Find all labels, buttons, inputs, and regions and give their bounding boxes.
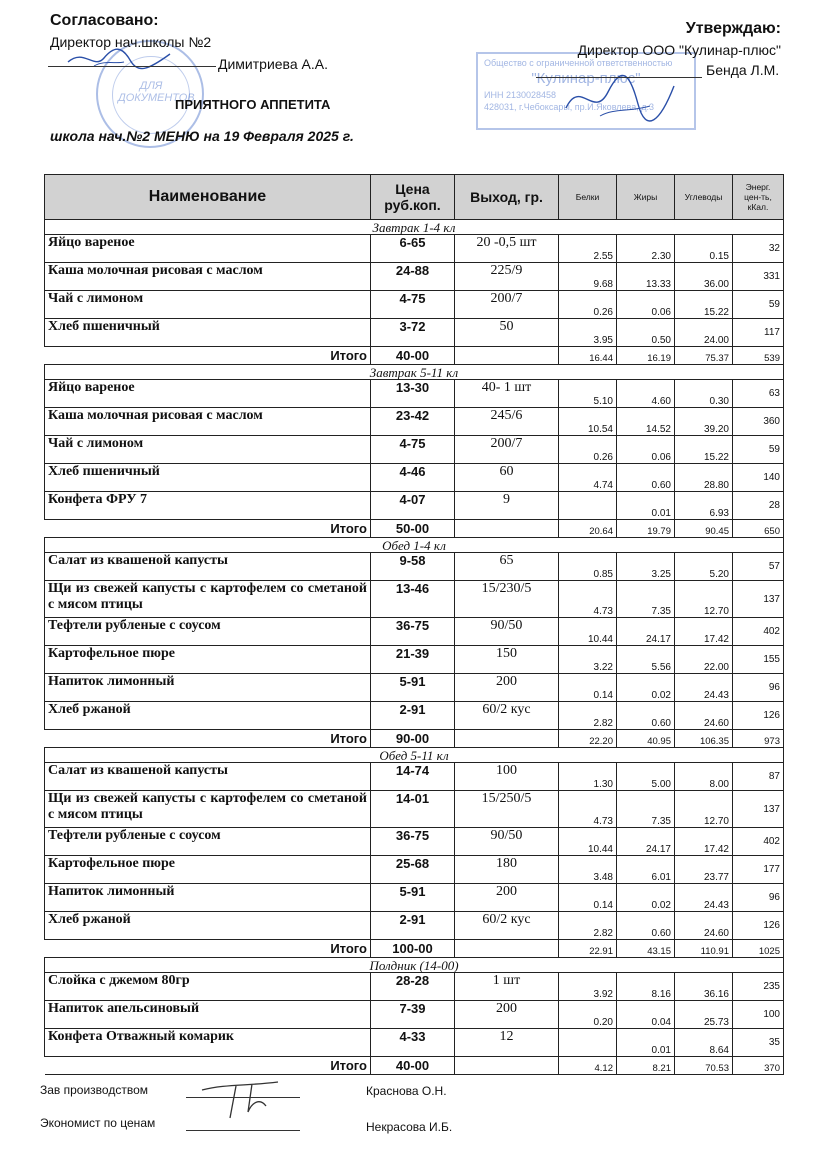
table-row [45, 492, 784, 520]
dish-fat: 0.60 [617, 702, 675, 730]
dish-price: 23-42 [371, 408, 455, 436]
dish-protein [559, 1029, 617, 1057]
dish-yield: 60/2 кус [455, 912, 559, 940]
dish-protein: 4.74 [559, 464, 617, 492]
section-row [45, 220, 784, 235]
total-row [45, 940, 784, 958]
table-row [45, 1029, 784, 1057]
signature-line-left [48, 66, 216, 67]
dish-kcal: 59 [733, 291, 784, 319]
dish-carbs: 39.20 [675, 408, 733, 436]
menu-table [44, 174, 784, 1075]
total-fat: 43.15 [617, 940, 675, 958]
dish-protein: 3.48 [559, 856, 617, 884]
dish-carbs: 23.77 [675, 856, 733, 884]
table-row [45, 263, 784, 291]
dish-name: Хлеб ржаной [45, 702, 371, 730]
total-label: Итого [45, 730, 371, 748]
dish-price: 9-58 [371, 553, 455, 581]
approved-name: Димитриева А.А. [218, 56, 328, 72]
dish-fat: 0.02 [617, 674, 675, 702]
col-header-energy: Энерг. цен-ть, кКал. [733, 175, 784, 220]
dish-carbs: 0.15 [675, 235, 733, 263]
dish-kcal: 126 [733, 912, 784, 940]
dish-kcal: 402 [733, 618, 784, 646]
total-kcal: 539 [733, 347, 784, 365]
dish-protein: 3.95 [559, 319, 617, 347]
total-price: 40-00 [371, 347, 455, 365]
dish-price: 7-39 [371, 1001, 455, 1029]
dish-name: Хлеб пшеничный [45, 464, 371, 492]
total-price: 100-00 [371, 940, 455, 958]
dish-name: Салат из квашеной капусты [45, 763, 371, 791]
total-yield-blank [455, 730, 559, 748]
table-row [45, 674, 784, 702]
dish-kcal: 402 [733, 828, 784, 856]
dish-name: Чай с лимоном [45, 291, 371, 319]
total-protein: 22.20 [559, 730, 617, 748]
dish-carbs: 8.64 [675, 1029, 733, 1057]
dish-name: Картофельное пюре [45, 646, 371, 674]
dish-price: 13-46 [371, 581, 455, 618]
economist-signature-line [186, 1130, 300, 1131]
table-row [45, 380, 784, 408]
dish-yield: 40- 1 шт [455, 380, 559, 408]
table-row [45, 553, 784, 581]
total-row [45, 730, 784, 748]
dish-fat: 6.01 [617, 856, 675, 884]
dish-price: 24-88 [371, 263, 455, 291]
col-header-protein: Белки [559, 175, 617, 220]
economist-label: Экономист по ценам [40, 1116, 156, 1130]
table-row [45, 319, 784, 347]
total-fat: 16.19 [617, 347, 675, 365]
table-row [45, 581, 784, 618]
section-row [45, 538, 784, 553]
table-row [45, 1001, 784, 1029]
total-row [45, 347, 784, 365]
dish-carbs: 36.16 [675, 973, 733, 1001]
dish-price: 4-75 [371, 291, 455, 319]
dish-kcal: 96 [733, 884, 784, 912]
table-row [45, 763, 784, 791]
dish-kcal: 137 [733, 791, 784, 828]
total-protein: 16.44 [559, 347, 617, 365]
dish-name: Хлеб ржаной [45, 912, 371, 940]
section-title: Обед 5-11 кл [45, 748, 784, 763]
dish-carbs: 24.60 [675, 912, 733, 940]
economist-name: Некрасова И.Б. [366, 1120, 453, 1134]
dish-price: 4-33 [371, 1029, 455, 1057]
dish-kcal: 331 [733, 263, 784, 291]
dish-name: Конфета Отважный комарик [45, 1029, 371, 1057]
dish-carbs: 0.30 [675, 380, 733, 408]
dish-fat: 0.02 [617, 884, 675, 912]
confirm-name: Бенда Л.М. [706, 62, 780, 78]
dish-name: Картофельное пюре [45, 856, 371, 884]
dish-protein: 0.14 [559, 884, 617, 912]
total-label: Итого [45, 347, 371, 365]
dish-yield: 20 -0,5 шт [455, 235, 559, 263]
dish-name: Напиток лимонный [45, 674, 371, 702]
dish-protein: 1.30 [559, 763, 617, 791]
dish-fat: 0.06 [617, 436, 675, 464]
total-price: 40-00 [371, 1057, 455, 1075]
dish-fat: 2.30 [617, 235, 675, 263]
total-carbs: 110.91 [675, 940, 733, 958]
total-row [45, 520, 784, 538]
dish-carbs: 36.00 [675, 263, 733, 291]
approved-title: Согласовано: [50, 12, 159, 29]
production-label: Зав производством [40, 1083, 148, 1097]
dish-protein: 5.10 [559, 380, 617, 408]
total-carbs: 90.45 [675, 520, 733, 538]
total-yield-blank [455, 940, 559, 958]
dish-protein: 0.85 [559, 553, 617, 581]
dish-kcal: 28 [733, 492, 784, 520]
table-row [45, 912, 784, 940]
dish-kcal: 177 [733, 856, 784, 884]
dish-protein: 4.73 [559, 791, 617, 828]
col-header-carbs: Углеводы [675, 175, 733, 220]
table-row [45, 856, 784, 884]
section-row [45, 748, 784, 763]
dish-yield: 9 [455, 492, 559, 520]
table-row [45, 973, 784, 1001]
dish-protein: 3.92 [559, 973, 617, 1001]
total-row [45, 1057, 784, 1075]
dish-kcal: 32 [733, 235, 784, 263]
confirm-role: Директор ООО "Кулинар-плюс" [577, 42, 781, 58]
dish-name: Щи из свежей капусты с картофелем со сметаной с мясом птицы [45, 581, 371, 618]
production-name: Краснова О.Н. [366, 1084, 447, 1098]
dish-protein: 3.22 [559, 646, 617, 674]
dish-price: 25-68 [371, 856, 455, 884]
dish-price: 14-74 [371, 763, 455, 791]
dish-kcal: 235 [733, 973, 784, 1001]
dish-fat: 13.33 [617, 263, 675, 291]
dish-protein: 0.26 [559, 436, 617, 464]
table-row [45, 884, 784, 912]
dish-fat: 14.52 [617, 408, 675, 436]
bon-appetit-heading: ПРИЯТНОГО АППЕТИТА [175, 97, 331, 112]
dish-yield: 100 [455, 763, 559, 791]
total-yield-blank [455, 1057, 559, 1075]
table-row [45, 291, 784, 319]
col-header-yield: Выход, гр. [455, 175, 559, 220]
dish-yield: 200 [455, 884, 559, 912]
dish-fat: 0.60 [617, 912, 675, 940]
table-row [45, 408, 784, 436]
dish-fat: 0.01 [617, 492, 675, 520]
total-label: Итого [45, 1057, 371, 1075]
dish-kcal: 57 [733, 553, 784, 581]
dish-carbs: 8.00 [675, 763, 733, 791]
dish-fat: 5.56 [617, 646, 675, 674]
dish-name: Слойка с джемом 80гр [45, 973, 371, 1001]
section-title: Завтрак 1-4 кл [45, 220, 784, 235]
dish-kcal: 59 [733, 436, 784, 464]
dish-name: Щи из свежей капусты с картофелем со сметаной с мясом птицы [45, 791, 371, 828]
col-header-fat: Жиры [617, 175, 675, 220]
dish-name: Каша молочная рисовая с маслом [45, 408, 371, 436]
dish-name: Яйцо вареное [45, 380, 371, 408]
dish-carbs: 17.42 [675, 828, 733, 856]
dish-carbs: 17.42 [675, 618, 733, 646]
table-row [45, 235, 784, 263]
section-title: Полдник (14-00) [45, 958, 784, 973]
dish-fat: 0.60 [617, 464, 675, 492]
dish-kcal: 35 [733, 1029, 784, 1057]
dish-carbs: 24.43 [675, 884, 733, 912]
dish-yield: 150 [455, 646, 559, 674]
table-row [45, 464, 784, 492]
dish-yield: 225/9 [455, 263, 559, 291]
dish-price: 21-39 [371, 646, 455, 674]
table-row [45, 702, 784, 730]
total-label: Итого [45, 940, 371, 958]
dish-name: Напиток лимонный [45, 884, 371, 912]
dish-kcal: 117 [733, 319, 784, 347]
dish-price: 4-75 [371, 436, 455, 464]
total-yield-blank [455, 520, 559, 538]
total-protein: 20.64 [559, 520, 617, 538]
dish-carbs: 22.00 [675, 646, 733, 674]
dish-name: Яйцо вареное [45, 235, 371, 263]
dish-price: 4-07 [371, 492, 455, 520]
dish-carbs: 25.73 [675, 1001, 733, 1029]
dish-carbs: 24.43 [675, 674, 733, 702]
signature-line-right [536, 77, 702, 78]
dish-protein: 10.44 [559, 618, 617, 646]
total-fat: 8.21 [617, 1057, 675, 1075]
table-row [45, 436, 784, 464]
dish-carbs: 6.93 [675, 492, 733, 520]
dish-fat: 3.25 [617, 553, 675, 581]
dish-protein [559, 492, 617, 520]
dish-yield: 200 [455, 674, 559, 702]
confirm-title: Утверждаю: [685, 20, 781, 37]
dish-yield: 90/50 [455, 828, 559, 856]
dish-name: Конфета ФРУ 7 [45, 492, 371, 520]
total-carbs: 106.35 [675, 730, 733, 748]
total-kcal: 650 [733, 520, 784, 538]
dish-name: Хлеб пшеничный [45, 319, 371, 347]
dish-name: Салат из квашеной капусты [45, 553, 371, 581]
dish-kcal: 360 [733, 408, 784, 436]
dish-name: Каша молочная рисовая с маслом [45, 263, 371, 291]
dish-yield: 15/230/5 [455, 581, 559, 618]
dish-yield: 200 [455, 1001, 559, 1029]
dish-protein: 4.73 [559, 581, 617, 618]
dish-price: 36-75 [371, 828, 455, 856]
dish-fat: 7.35 [617, 791, 675, 828]
section-title: Завтрак 5-11 кл [45, 365, 784, 380]
dish-price: 4-46 [371, 464, 455, 492]
table-row [45, 828, 784, 856]
dish-carbs: 12.70 [675, 791, 733, 828]
dish-yield: 60/2 кус [455, 702, 559, 730]
table-row [45, 618, 784, 646]
dish-kcal: 137 [733, 581, 784, 618]
approved-role: Директор нач.школы №2 [50, 34, 212, 50]
section-row [45, 958, 784, 973]
dish-yield: 60 [455, 464, 559, 492]
dish-yield: 245/6 [455, 408, 559, 436]
col-header-price: Цена руб.коп. [371, 175, 455, 220]
dish-protein: 2.82 [559, 912, 617, 940]
dish-price: 36-75 [371, 618, 455, 646]
dish-carbs: 5.20 [675, 553, 733, 581]
dish-price: 3-72 [371, 319, 455, 347]
dish-fat: 5.00 [617, 763, 675, 791]
dish-kcal: 96 [733, 674, 784, 702]
dish-carbs: 15.22 [675, 436, 733, 464]
production-signature [196, 1072, 286, 1122]
total-price: 90-00 [371, 730, 455, 748]
dish-carbs: 24.60 [675, 702, 733, 730]
dish-yield: 200/7 [455, 291, 559, 319]
dish-protein: 2.55 [559, 235, 617, 263]
dish-kcal: 87 [733, 763, 784, 791]
total-yield-blank [455, 347, 559, 365]
table-header-row [45, 175, 784, 220]
dish-carbs: 15.22 [675, 291, 733, 319]
section-row [45, 365, 784, 380]
dish-yield: 15/250/5 [455, 791, 559, 828]
total-kcal: 370 [733, 1057, 784, 1075]
dish-carbs: 24.00 [675, 319, 733, 347]
table-row [45, 646, 784, 674]
total-carbs: 75.37 [675, 347, 733, 365]
total-kcal: 973 [733, 730, 784, 748]
dish-name: Тефтели рубленые с соусом [45, 618, 371, 646]
dish-fat: 24.17 [617, 618, 675, 646]
dish-price: 5-91 [371, 674, 455, 702]
dish-name: Напиток апельсиновый [45, 1001, 371, 1029]
dish-protein: 2.82 [559, 702, 617, 730]
dish-price: 2-91 [371, 702, 455, 730]
total-price: 50-00 [371, 520, 455, 538]
dish-yield: 90/50 [455, 618, 559, 646]
dish-fat: 0.06 [617, 291, 675, 319]
dish-fat: 7.35 [617, 581, 675, 618]
total-carbs: 70.53 [675, 1057, 733, 1075]
total-label: Итого [45, 520, 371, 538]
dish-protein: 0.14 [559, 674, 617, 702]
dish-kcal: 126 [733, 702, 784, 730]
table-row [45, 791, 784, 828]
dish-name: Тефтели рубленые с соусом [45, 828, 371, 856]
dish-kcal: 140 [733, 464, 784, 492]
total-kcal: 1025 [733, 940, 784, 958]
dish-yield: 180 [455, 856, 559, 884]
dish-price: 2-91 [371, 912, 455, 940]
dish-yield: 200/7 [455, 436, 559, 464]
dish-yield: 50 [455, 319, 559, 347]
dish-carbs: 12.70 [675, 581, 733, 618]
dish-protein: 9.68 [559, 263, 617, 291]
dish-price: 13-30 [371, 380, 455, 408]
dish-kcal: 63 [733, 380, 784, 408]
dish-kcal: 155 [733, 646, 784, 674]
dish-yield: 12 [455, 1029, 559, 1057]
total-fat: 40.95 [617, 730, 675, 748]
dish-price: 6-65 [371, 235, 455, 263]
dish-yield: 1 шт [455, 973, 559, 1001]
section-title: Обед 1-4 кл [45, 538, 784, 553]
dish-protein: 0.26 [559, 291, 617, 319]
dish-fat: 24.17 [617, 828, 675, 856]
menu-title: школа нач.№2 МЕНЮ на 19 Февраля 2025 г. [50, 128, 354, 144]
dish-protein: 10.54 [559, 408, 617, 436]
dish-fat: 4.60 [617, 380, 675, 408]
dish-fat: 0.50 [617, 319, 675, 347]
dish-yield: 65 [455, 553, 559, 581]
dish-kcal: 100 [733, 1001, 784, 1029]
dish-price: 5-91 [371, 884, 455, 912]
dish-price: 14-01 [371, 791, 455, 828]
dish-fat: 0.01 [617, 1029, 675, 1057]
dish-name: Чай с лимоном [45, 436, 371, 464]
total-protein: 22.91 [559, 940, 617, 958]
dish-protein: 10.44 [559, 828, 617, 856]
total-protein: 4.12 [559, 1057, 617, 1075]
company-stamp: Общество с ограниченной ответственностью "Кулинар-плюс" ИНН 2130028458 428031, г.Чебоксары, пр.И.Яковлева, д.3 [476, 52, 696, 130]
dish-fat: 8.16 [617, 973, 675, 1001]
dish-protein: 0.20 [559, 1001, 617, 1029]
dish-price: 28-28 [371, 973, 455, 1001]
col-header-name: Наименование [45, 175, 371, 220]
total-fat: 19.79 [617, 520, 675, 538]
dish-fat: 0.04 [617, 1001, 675, 1029]
round-stamp: ДЛЯ ДОКУМЕНТОВ [96, 40, 204, 148]
dish-carbs: 28.80 [675, 464, 733, 492]
